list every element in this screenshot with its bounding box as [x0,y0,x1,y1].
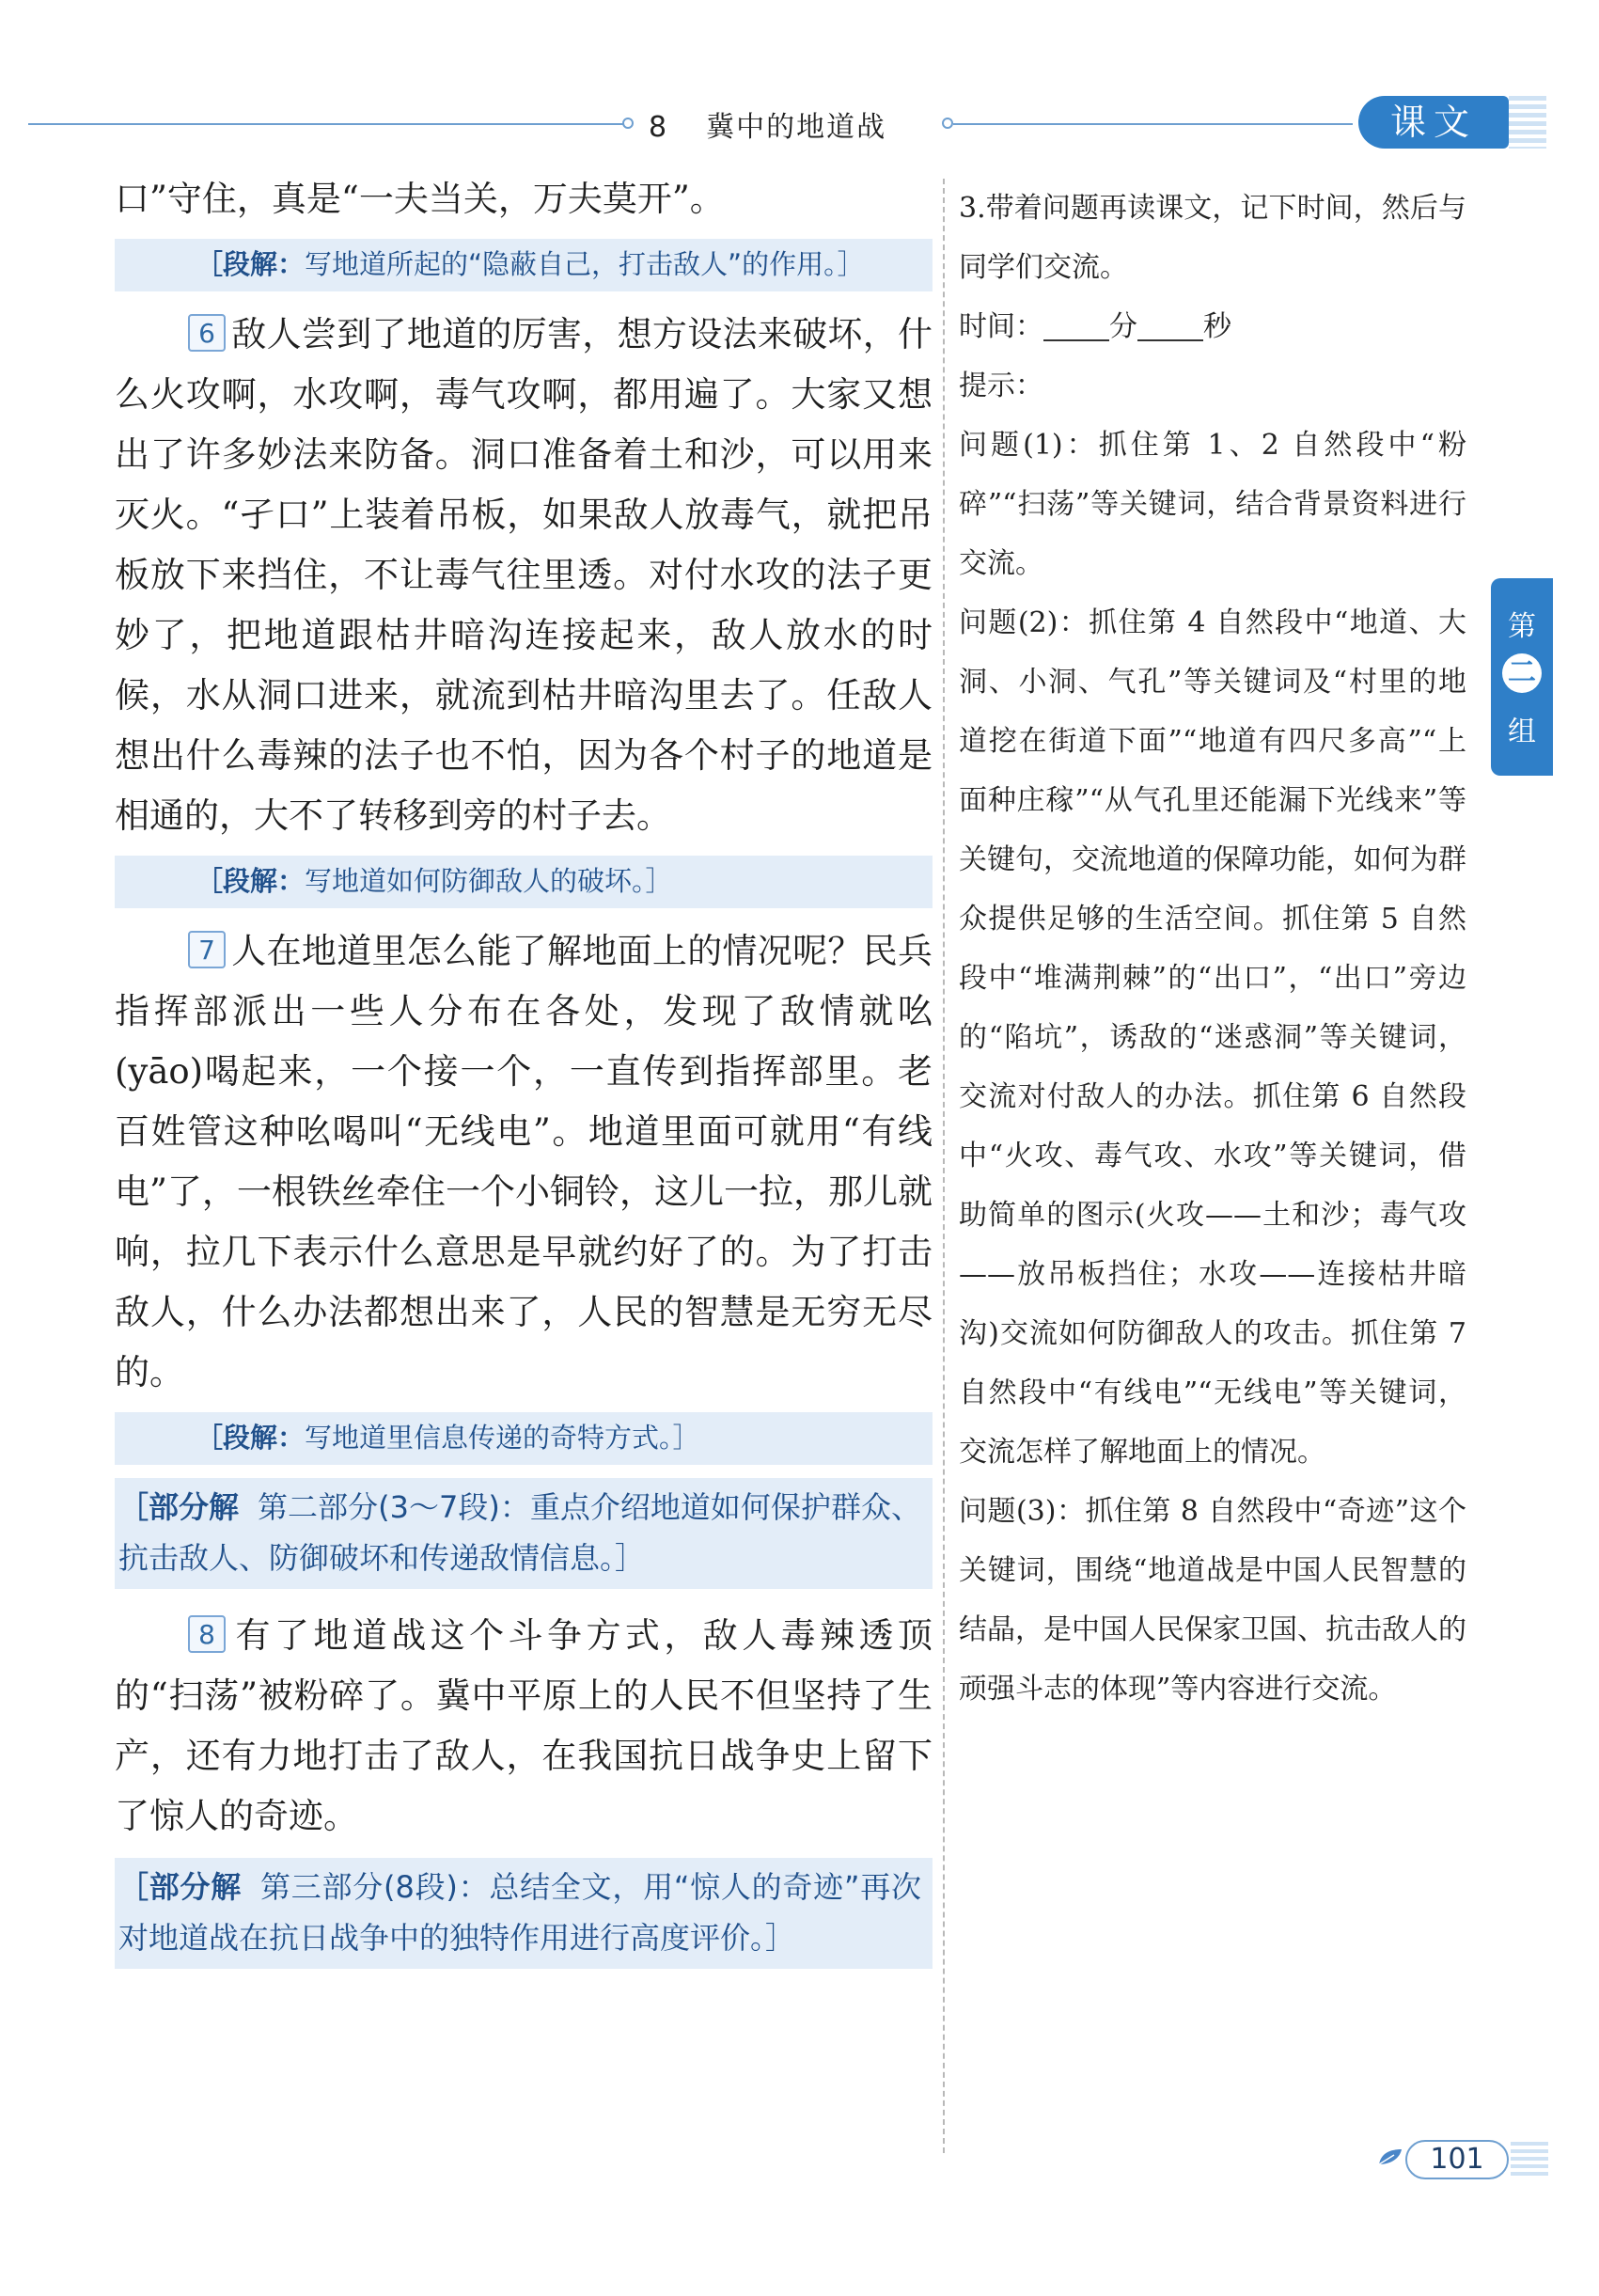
note-text: 写地道如何防御敌人的破坏。］ [305,865,673,897]
header-rule-right [953,123,1353,125]
part-note-label: ［部分解 [118,1869,242,1905]
paragraph-note-3 [115,1412,933,1465]
note-label: ［段解： [196,865,306,897]
paragraph-7-text: 人在地道里怎么能了解地面上的情况呢？民兵指挥部派出一些人分布在各处，发现了敌情就吆(yāo)喝起来，一个接一个，一直传到指挥部里。老百姓管这种吆喝叫“无线电”。地道里面可就用“有线电”了，一根铁丝牵住一个小铜铃，这儿一拉，那儿就响，拉几下表示什么意思是早就约好了的。为了打击敌人，什么办法都想出来了，人民的智慧是无穷无尽的。 [115,931,933,1392]
part-note-text: 第二部分(3～7段)：重点介绍地道如何保护群众、抗击敌人、防御破坏和传递敌情信息。］ [118,1489,921,1576]
hint-question-1: 问题(1)：抓住第 1、2 自然段中“粉碎”“扫荡”等关键词，结合背景资料进行交流。 [959,429,1466,580]
paragraph-note-2 [115,856,933,908]
hint-question-2: 问题(2)：抓住第 4 自然段中“地道、大洞、小洞、气孔”等关键词及“村里的地道挖在街道下面”“地道有四尺多高”“上面种庄稼”“从气孔里还能漏下光线来”等关键句，交流地道的保障功能，如何为群众提供足够的生活空间。抓住第 5 自然段中“堆满荆棘”的“出口”，“出口”旁边的“陷坑”，诱敌的“迷惑洞”等关键词，交流对付敌人的办法。抓住第 6 自然段中“火攻、毒气攻、水攻”等关键词，借助简单的图示(火攻——土和沙；毒气攻——放吊板挡住；水攻——连接枯井暗沟)交流如何防御敌人的攻击。抓住第 7 自然段中“有线电”“无线电”等关键词，交流怎样了解地面上的情况。 [959,606,1466,1469]
paragraph-continuation: 口”守住，真是“一夫当关，万夫莫开”。 [115,179,725,219]
main-text-column [115,169,933,1986]
paragraph-6-text: 敌人尝到了地道的厉害，想方设法来破坏，什么火攻啊，水攻啊，毒气攻啊，都用遍了。大家又想出了许多妙法来防备。洞口准备着土和沙，可以用来灭火。“孑口”上装着吊板，如果敌人放毒气，就把吊板放下来挡住，不让毒气往里透。对付水攻的法子更妙了，把地道跟枯井暗沟连接起来，敌人放水的时候，水从洞口进来，就流到枯井暗沟里去了。任敌人想出什么毒辣的法子也不怕，因为各个村子的地道是相通的，大不了转移到旁的村子去。 [115,314,933,836]
page-number: 101 [1405,2140,1509,2179]
note-text: 写地道里信息传递的奇特方式。］ [305,1422,700,1454]
time-record [959,297,1466,356]
paragraph-7 [115,921,933,1403]
section-tag [1358,96,1546,149]
side-notes-column [959,179,1466,1719]
unit-tab-char-3: 组 [1508,716,1536,748]
header-rule-dot-right [942,118,953,129]
leaf-icon [1377,2147,1403,2166]
paragraph-8 [115,1606,933,1847]
paragraph-6 [115,305,933,846]
note-text: 写地道所起的“隐蔽自己，打击敌人”的作用。］ [305,248,865,280]
minutes-blank[interactable] [1043,311,1109,341]
paragraph-note-1 [115,239,933,291]
page-number-stripes [1511,2142,1548,2178]
header-rule-dot-left [622,118,634,129]
unit-side-tab [1491,578,1553,776]
unit-tab-char-1: 第 [1508,610,1536,643]
part-note-2 [115,1478,933,1589]
column-divider [943,179,945,2153]
part-note-text: 第三部分(8段)：总结全文，用“惊人的奇迹”再次对地道战在抗日战争中的独特作用进行高度评价。］ [118,1869,921,1956]
paragraph-8-text: 有了地道战这个斗争方式，敌人毒辣透顶的“扫荡”被粉碎了。冀中平原上的人民不但坚持了生产，还有力地打击了敌人，在我国抗日战争史上留下了惊人的奇迹。 [115,1615,933,1836]
time-label: 时间： [959,310,1043,343]
lesson-number: 8 [649,111,669,144]
header-rule-left [28,123,630,125]
section-tag-stripes [1509,96,1546,149]
lesson-header [649,103,886,145]
hint-question-3: 问题(3)：抓住第 8 自然段中“奇迹”这个关键词，围绕“地道战是中国人民智慧的结晶，是中国人民保家卫国、抗击敌人的顽强斗志的体现”等内容进行交流。 [959,1495,1466,1706]
paragraph-number-6: 6 [188,314,226,352]
seconds-blank[interactable] [1137,311,1203,341]
page-number-badge [1377,2136,1546,2183]
reading-task: 3.带着问题再读课文，记下时间，然后与同学们交流。 [959,192,1466,284]
part-note-3 [115,1858,933,1969]
lesson-title: 冀中的地道战 [706,111,887,144]
hint-label: 提示： [959,370,1043,402]
seconds-unit: 秒 [1203,310,1231,343]
paragraph-number-7: 7 [188,931,226,968]
section-tag-label: 课文 [1358,96,1509,149]
minutes-unit: 分 [1109,310,1137,343]
note-label: ［段解： [196,1422,306,1454]
paragraph-number-8: 8 [188,1615,226,1653]
unit-tab-number: 二 [1502,653,1542,693]
part-note-label: ［部分解 [118,1489,240,1525]
note-label: ［段解： [196,248,306,280]
